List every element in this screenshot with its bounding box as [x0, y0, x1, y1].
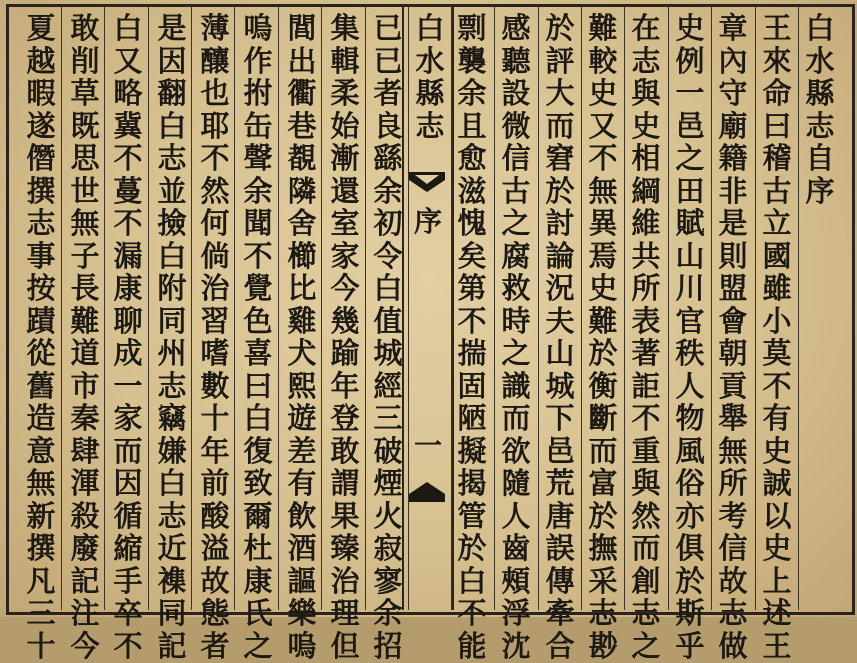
- column-rule: [755, 6, 756, 610]
- column-rule: [538, 6, 539, 610]
- text-column: 閭 出 衢 巷 覩 隣 舍 櫛 比 雞 犬 熙 遊 差 有 飲 酒 謳 樂 嗚: [287, 11, 317, 663]
- column-rule: [61, 6, 62, 610]
- center-fold: [402, 4, 454, 610]
- column-rule: [451, 6, 452, 610]
- column-rule: [668, 6, 669, 610]
- column-rule: [148, 6, 149, 610]
- text-column: 難 較 史 又 不 無 異 焉 史 難 於 衡 斷 而 富 於 撫 采 志 尠: [588, 11, 618, 663]
- column-rule: [321, 6, 322, 610]
- text-column: 敢 削 草 既 思 世 無 子 長 難 道 市 秦 肆 渾 殺 廢 記 注 今: [70, 11, 100, 663]
- text-column: 史 例 一 邑 之 田 賦 山 川 官 秩 人 物 風 俗 亦 俱 於 斯 乎: [675, 11, 705, 663]
- fish-tail-mark-upper: [407, 162, 447, 202]
- text-column: 在 志 與 史 相 綱 維 共 所 表 著 詎 不 重 與 然 而 創 志 之: [631, 11, 661, 663]
- column-rule: [494, 6, 495, 610]
- text-column: 感 聽 設 微 信 古 之 腐 救 時 之 識 而 欲 隨 人 齒 頰 浮 沈: [501, 11, 531, 663]
- text-column: 已 已 者 良 繇 余 初 令 白 值 城 經 三 破 煙 火 寂 寥 余 招: [373, 11, 403, 663]
- fold-section-label: 序: [413, 205, 442, 238]
- column-rule: [624, 6, 625, 610]
- fish-tail-mark-lower: [407, 472, 447, 512]
- column-rule: [278, 6, 279, 610]
- column-rule: [365, 6, 366, 610]
- fold-page-number: 一: [413, 429, 442, 462]
- column-title: 白 水 縣 志 自 序: [805, 11, 835, 208]
- text-column: 白 又 略 冀 不 蔓 不 漏 康 聊 成 一 家 而 因 循 縮 手 卒 不: [113, 11, 143, 663]
- text-column: 章 內 守 廟 籍 非 是 則 盟 會 朝 貢 舉 無 所 考 信 故 志 做: [718, 11, 748, 663]
- text-column: 薄 釀 也 耶 不 然 何 倘 治 習 嗜 數 十 年 前 酸 溢 故 態 者: [200, 11, 230, 663]
- column-rule: [711, 6, 712, 610]
- column-book-title: 白 水 縣 志: [415, 11, 445, 143]
- text-column: 王 來 命 曰 稽 古 立 國 雖 小 莫 不 有 史 誠 以 史 上 述 王: [762, 11, 792, 663]
- column-rule: [581, 6, 582, 610]
- text-column: 嗚 作 拊 缶 聲 余 聞 不 覺 色 喜 曰 白 復 致 爾 杜 康 氏 之: [243, 11, 273, 663]
- column-rule: [191, 6, 192, 610]
- column-rule: [234, 6, 235, 610]
- text-column: 夏 越 暇 遂 僭 撰 志 事 按 蹟 從 舊 造 意 無 新 撰 凡 三 十: [26, 11, 56, 663]
- text-column: 集 輯 柔 始 漸 還 室 家 今 幾 踰 年 登 敢 謂 果 臻 治 理 但: [330, 11, 360, 663]
- column-rule: [798, 6, 799, 610]
- text-column: 是 因 翻 白 志 並 撿 白 附 同 州 志 竊 嫌 白 志 近 襍 同 記: [157, 11, 187, 663]
- text-column: 於 評 大 而 窘 於 討 論 況 夫 山 城 下 邑 荒 唐 誤 傳 牽 合: [545, 11, 575, 663]
- column-rule: [104, 6, 105, 610]
- column-rule: [408, 6, 409, 610]
- text-column: 剽 襲 余 且 愈 滋 愧 矣 第 不 揣 固 陋 擬 揭 管 於 白 不 能: [457, 11, 487, 663]
